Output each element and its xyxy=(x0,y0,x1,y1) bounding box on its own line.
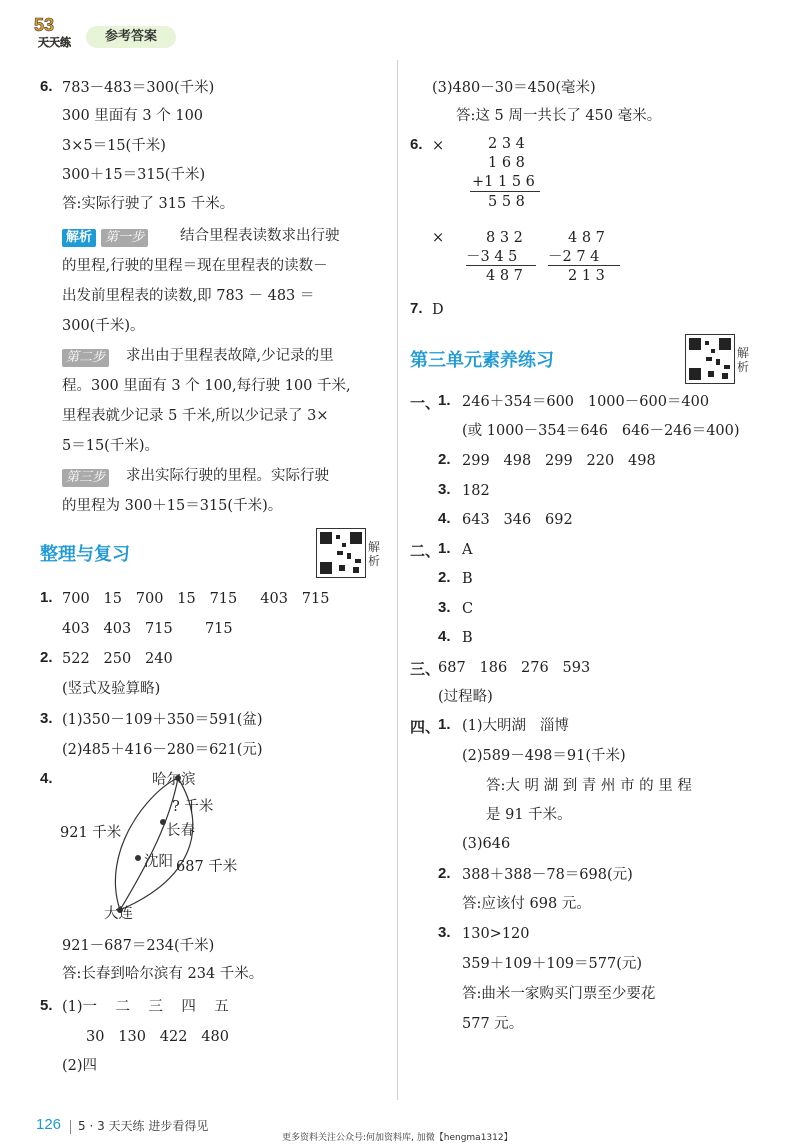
review-q2-number: 2. xyxy=(40,649,53,666)
q6-line: 783－483＝300(千米) xyxy=(62,80,215,96)
column-divider xyxy=(397,60,398,1100)
step3-text: 的里程为 300＋15＝315(千米)。 xyxy=(62,498,283,514)
part1-q3-text: 182 xyxy=(462,483,490,499)
part3-note: (过程略) xyxy=(438,689,493,705)
vertical-add-row: 1 6 8 xyxy=(488,155,525,171)
footer-divider xyxy=(70,1120,71,1134)
cont-line: (3)480－30＝450(毫米) xyxy=(432,80,596,96)
part2-item-number: 4. xyxy=(438,628,451,645)
part4-q3-line: 答:曲米一家购买门票至少要花 xyxy=(462,986,656,1002)
part4-q1-number: 1. xyxy=(438,716,451,733)
review-q4-line: 答:长春到哈尔滨有 234 千米。 xyxy=(62,966,264,982)
part1-q4-number: 4. xyxy=(438,510,451,527)
svg-text:53: 53 xyxy=(34,15,55,35)
part4-q1-line: (1)大明湖 淄博 xyxy=(462,718,569,734)
map-label-changchun: 长春 xyxy=(166,823,195,839)
review-q5-line: 30 130 422 480 xyxy=(86,1029,229,1045)
step3-tag: 第三步 xyxy=(62,469,109,487)
r-q6-mark: × xyxy=(432,138,445,154)
q6-line: 300＋15＝315(千米) xyxy=(62,167,206,183)
vertical-add-row: 2 3 4 xyxy=(488,136,525,152)
vertical-sub-row: 4 8 7 xyxy=(568,230,605,246)
footer-series: 5 · 3 天天练 进步看得见 xyxy=(78,1119,209,1133)
footer-note: 更多资料关注公众号:何加资料库, 加微【hengma1312】 xyxy=(282,1133,513,1143)
step1-text: 出发前里程表的读数,即 783 － 483 ＝ xyxy=(62,288,315,304)
map-label-harbin: 哈尔滨 xyxy=(152,772,196,788)
logo xyxy=(32,14,82,48)
part4-q3-line: 577 元。 xyxy=(462,1016,524,1032)
cont-line: 答:这 5 周一共长了 450 毫米。 xyxy=(456,108,662,124)
part1-q2-number: 2. xyxy=(438,451,451,468)
review-q3-line: (2)485＋416－280＝621(元) xyxy=(62,742,263,758)
step2-wrap xyxy=(62,346,109,367)
step1-text: 300(千米)。 xyxy=(62,318,145,334)
route-map-diagram xyxy=(60,770,260,930)
part2-item-number: 3. xyxy=(438,599,451,616)
map-label-921: 921 千米 xyxy=(60,825,122,841)
step2-tag: 第二步 xyxy=(62,349,109,367)
map-label-687: 687 千米 xyxy=(176,859,238,875)
r-q6-number: 6. xyxy=(410,136,423,153)
part4-q2-number: 2. xyxy=(438,865,451,882)
part3-label: 三、 xyxy=(410,661,441,678)
step2-text: 求出由于里程表故障,少记录的里 xyxy=(126,348,334,364)
part4-q3-line: 359＋109＋109＝577(元) xyxy=(462,956,643,972)
part2-item-answer: B xyxy=(462,571,473,587)
part2-label: 二、 xyxy=(410,543,441,560)
page-footer xyxy=(0,1108,800,1144)
analysis-block xyxy=(62,226,148,247)
part1-q1-line: 246＋354＝600 1000－600＝400 xyxy=(462,394,710,410)
review-q2-line: 522 250 240 xyxy=(62,651,173,667)
review-q4-line: 921－687＝234(千米) xyxy=(62,938,215,954)
part2-item-number: 2. xyxy=(438,569,451,586)
step1-text: 结合里程表读数求出行驶 xyxy=(180,228,340,244)
part1-q2-text: 299 498 299 220 498 xyxy=(462,453,656,469)
vertical-sub-row: 4 8 7 xyxy=(486,268,523,284)
part4-q1-line: 是 91 千米。 xyxy=(486,807,572,823)
part4-q1-line: (3)646 xyxy=(462,836,511,852)
part4-q1-line: 答:大 明 湖 到 青 州 市 的 里 程 xyxy=(486,778,692,794)
map-label-dalian: 大连 xyxy=(104,906,133,922)
part4-label: 四、 xyxy=(410,719,441,736)
vertical-add-row: +1 1 5 6 xyxy=(472,174,535,190)
review-q2-line: (竖式及验算略) xyxy=(62,681,161,697)
r-q7-number: 7. xyxy=(410,300,423,317)
map-label-unknown: ? 千米 xyxy=(172,799,214,815)
qr-code-icon[interactable] xyxy=(685,334,735,384)
qr-pattern-icon xyxy=(317,529,365,577)
vertical-sub-row: －3 4 5 xyxy=(466,249,518,265)
review-q1-line: 403 403 715 715 xyxy=(62,621,233,637)
svg-text:天天练: 天天练 xyxy=(38,36,71,48)
section-title-unit3: 第三单元素养练习 xyxy=(410,350,554,371)
part1-q1-line: (或 1000－354＝646 646－246＝400) xyxy=(462,423,740,439)
qr-label: 解析 xyxy=(737,346,750,374)
part4-q2-line: 答:应该付 698 元。 xyxy=(462,896,591,912)
section-title-review: 整理与复习 xyxy=(40,544,130,565)
q6-number: 6. xyxy=(40,78,53,95)
part2-item-answer: A xyxy=(462,542,473,558)
q6-line: 答:实际行驶了 315 千米。 xyxy=(62,196,235,212)
qr-label: 解析 xyxy=(368,540,381,568)
vertical-sub-row: 2 1 3 xyxy=(568,268,605,284)
part4-q3-line: 130>120 xyxy=(462,926,530,942)
review-q5-line: (2)四 xyxy=(62,1058,98,1074)
map-label-shenyang: 沈阳 xyxy=(144,854,173,870)
vertical-sub-row: －2 7 4 xyxy=(548,249,600,265)
review-q5-line: (1)一 二 三 四 五 xyxy=(62,999,229,1015)
page-number: 126 xyxy=(36,1116,62,1133)
review-q3-number: 3. xyxy=(40,710,53,727)
part4-q1-line: (2)589－498＝91(千米) xyxy=(462,748,626,764)
part4-q3-number: 3. xyxy=(438,924,451,941)
part3-text: 687 186 276 593 xyxy=(438,660,591,676)
step3-text: 求出实际行驶的里程。实际行驶 xyxy=(126,468,329,484)
step1-tag: 第一步 xyxy=(101,229,148,247)
vertical-add-row: 5 5 8 xyxy=(488,194,525,210)
review-q5-number: 5. xyxy=(40,997,53,1014)
step3-wrap xyxy=(62,466,109,487)
q6-line: 3×5＝15(千米) xyxy=(62,138,166,154)
part2-item-answer: B xyxy=(462,630,473,646)
q6-line: 300 里面有 3 个 100 xyxy=(62,108,204,124)
part2-item-number: 1. xyxy=(438,540,451,557)
qr-code-icon[interactable] xyxy=(316,528,366,578)
review-q4-number: 4. xyxy=(40,770,53,787)
step2-text: 程。300 里面有 3 个 100,每行驶 100 千米, xyxy=(62,378,351,394)
step2-text: 里程表就少记录 5 千米,所以少记录了 3× xyxy=(62,408,329,424)
step1-text: 的里程,行驶的里程＝现在里程表的读数－ xyxy=(62,258,328,274)
vertical-sub-row: 8 3 2 xyxy=(486,230,523,246)
review-q1-number: 1. xyxy=(40,589,53,606)
review-q3-line: (1)350－109＋350＝591(盆) xyxy=(62,712,263,728)
part1-q1-number: 1. xyxy=(438,392,451,409)
analysis-tag: 解析 xyxy=(62,229,96,247)
part1-q3-number: 3. xyxy=(438,481,451,498)
logo-icon xyxy=(32,14,82,48)
review-q1-line: 700 15 700 15 715 403 715 xyxy=(62,591,330,607)
r-q6-mark: × xyxy=(432,230,445,246)
part2-item-answer: C xyxy=(462,601,474,617)
part1-label: 一、 xyxy=(410,395,441,412)
header-badge: 参考答案 xyxy=(86,26,176,48)
r-q7-answer: D xyxy=(432,302,444,318)
part1-q4-text: 643 346 692 xyxy=(462,512,573,528)
qr-pattern-icon xyxy=(686,335,734,383)
step2-text: 5＝15(千米)。 xyxy=(62,438,159,454)
part4-q2-line: 388＋388－78＝698(元) xyxy=(462,867,633,883)
